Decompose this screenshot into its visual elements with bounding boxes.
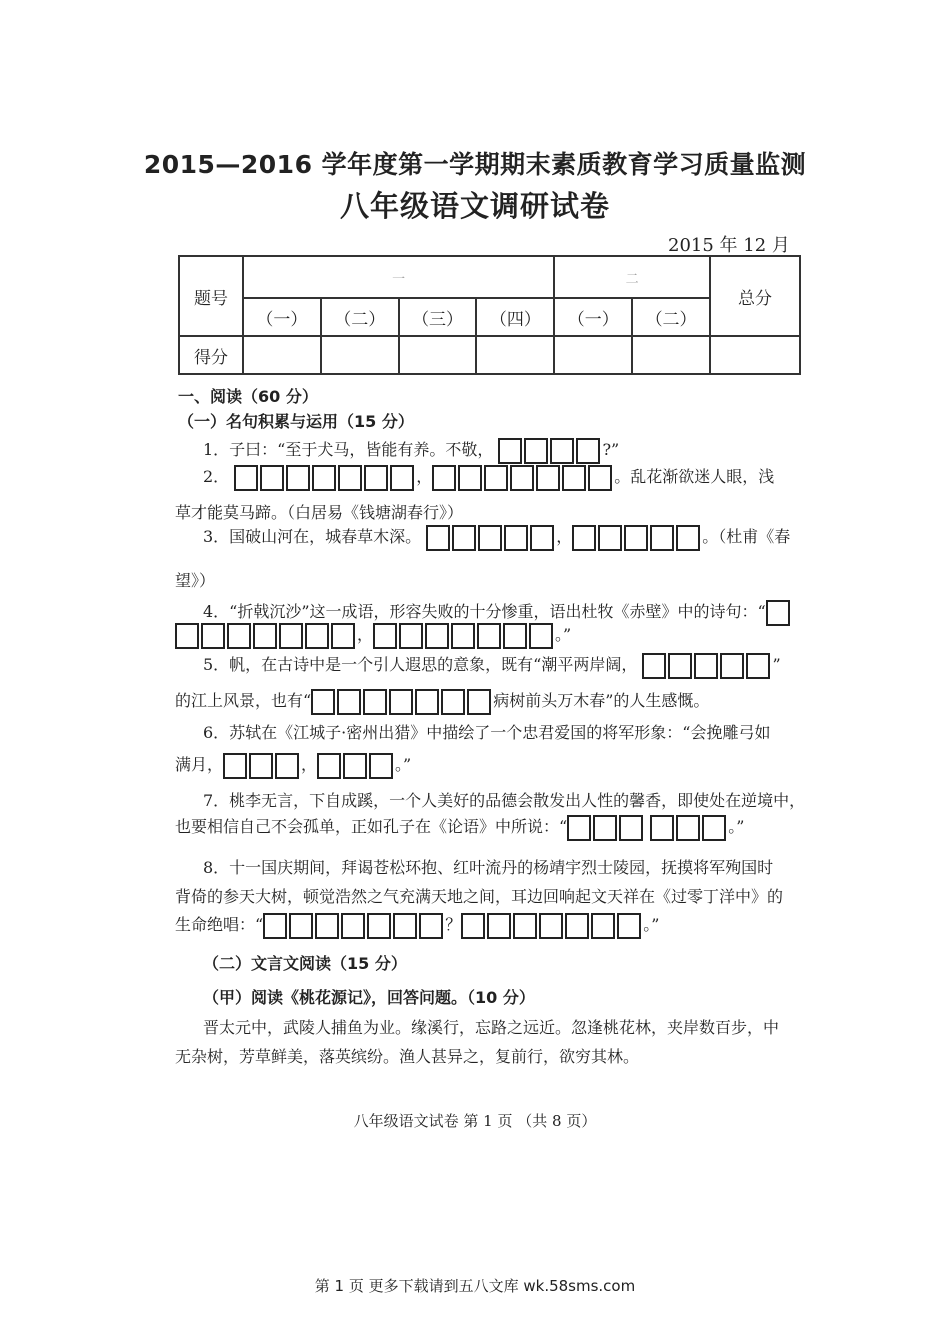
- answer-box: [504, 525, 528, 551]
- answer-boxes: [461, 915, 643, 934]
- answer-box: [598, 525, 622, 551]
- answer-box: [369, 753, 393, 779]
- answer-box: [484, 465, 508, 491]
- question-5-line2: 的江上风景，也有“ 病树前头万木春”的人生感慨。: [175, 688, 709, 715]
- answer-box: [373, 623, 397, 649]
- answer-box: [576, 438, 600, 464]
- question-8: 8．十一国庆期间，拜谒苍松环抱、红叶流丹的杨靖宇烈士陵园，抚摸将军殉国时: [203, 858, 774, 877]
- answer-box: [650, 815, 674, 841]
- answer-boxes: [263, 915, 445, 934]
- answer-box: [650, 525, 674, 551]
- answer-box: [458, 465, 482, 491]
- answer-boxes: [572, 527, 702, 546]
- score-table: [178, 255, 801, 375]
- answer-box: [227, 623, 251, 649]
- score-cell: [243, 336, 321, 374]
- answer-box: [676, 525, 700, 551]
- answer-box: [702, 815, 726, 841]
- answer-box: [498, 438, 522, 464]
- exam-title-line1: 2015—2016 学年度第一学期期末素质教育学习质量监测: [143, 150, 807, 179]
- question-2: 2． ， 。乱花渐欲迷人眼，浅: [203, 464, 774, 491]
- subheader: （二）: [632, 298, 710, 336]
- answer-box: [337, 689, 361, 715]
- answer-box: [539, 913, 563, 939]
- answer-box: [513, 913, 537, 939]
- answer-box: [311, 689, 335, 715]
- answer-box: [591, 913, 615, 939]
- exam-date: 2015 年 12 月: [668, 235, 790, 256]
- answer-box: [201, 623, 225, 649]
- answer-box: [550, 438, 574, 464]
- answer-box: [367, 913, 391, 939]
- score-cell: [632, 336, 710, 374]
- group-header-1: 一: [243, 256, 554, 298]
- answer-box: [746, 653, 770, 679]
- subheader: （二）: [321, 298, 399, 336]
- answer-box: [260, 465, 284, 491]
- answer-box: [572, 525, 596, 551]
- answer-box: [253, 623, 277, 649]
- answer-box: [619, 815, 643, 841]
- question-4: 4．“折戟沉沙”这一成语，形容失败的十分惨重，语出杜牧《赤壁》中的诗句：“: [203, 599, 792, 626]
- question-1: 1．子曰：“至于犬马，皆能有养。不敬， ?”: [203, 437, 619, 464]
- score-cell: [554, 336, 632, 374]
- answer-box: [562, 465, 586, 491]
- answer-box: [331, 623, 355, 649]
- answer-boxes: [311, 691, 493, 710]
- row-label-score: 得分: [179, 336, 243, 374]
- answer-box: [567, 815, 591, 841]
- answer-box: [529, 623, 553, 649]
- answer-boxes: [567, 817, 645, 836]
- question-7: 7．桃李无言，下自成蹊，一个人美好的品德会散发出人性的馨香，即使处在逆境中，: [203, 791, 806, 810]
- answer-box: [415, 689, 439, 715]
- answer-box: [642, 653, 666, 679]
- answer-boxes: [498, 440, 602, 459]
- answer-box: [720, 653, 744, 679]
- score-cell: [321, 336, 399, 374]
- answer-box: [317, 753, 341, 779]
- answer-box: [249, 753, 273, 779]
- answer-box: [343, 753, 367, 779]
- group-header-2: 二: [554, 256, 710, 298]
- answer-boxes: [317, 755, 395, 774]
- answer-box: [487, 913, 511, 939]
- answer-box: [588, 465, 612, 491]
- answer-box: [399, 623, 423, 649]
- answer-box: [338, 465, 362, 491]
- answer-box: [312, 465, 336, 491]
- question-6-line2: 满月， ， 。”: [175, 752, 411, 779]
- answer-box: [419, 913, 443, 939]
- answer-box: [223, 753, 247, 779]
- answer-boxes: [373, 625, 555, 644]
- answer-box: [390, 465, 414, 491]
- answer-box: [175, 623, 199, 649]
- answer-boxes: [642, 655, 772, 674]
- answer-box: [425, 623, 449, 649]
- answer-box: [393, 913, 417, 939]
- score-cell: [476, 336, 554, 374]
- score-cell: [399, 336, 477, 374]
- answer-box: [289, 913, 313, 939]
- answer-box: [624, 525, 648, 551]
- question-4-line2: ， 。”: [175, 622, 571, 649]
- question-6: 6．苏轼在《江城子·密州出猎》中描绘了一个忠君爱国的将军形象：“会挽雕弓如: [203, 723, 771, 742]
- subheader: （一）: [243, 298, 321, 336]
- subsection-heading-quotes: （一）名句积累与运用（15 分）: [178, 412, 414, 431]
- answer-box: [676, 815, 700, 841]
- answer-box: [364, 465, 388, 491]
- answer-box: [286, 465, 310, 491]
- question-3-line2: 望》）: [175, 571, 216, 590]
- passage-line-1: 晋太元中，武陵人捕鱼为业。缘溪行，忘路之远近。忽逢桃花林，夹岸数百步，中: [203, 1018, 780, 1037]
- answer-box: [275, 753, 299, 779]
- answer-box: [530, 525, 554, 551]
- answer-box: [503, 623, 527, 649]
- question-2-line2: 草才能莫马蹄。（白居易《钱塘湖春行》）: [175, 503, 464, 522]
- score-cell-total: [710, 336, 800, 374]
- subsection-heading-classical: （二）文言文阅读（15 分）: [203, 954, 407, 973]
- answer-box: [389, 689, 413, 715]
- answer-box: [524, 438, 548, 464]
- answer-box: [279, 623, 303, 649]
- answer-box: [536, 465, 560, 491]
- answer-box: [694, 653, 718, 679]
- answer-boxes: [175, 625, 357, 644]
- answer-box: [593, 815, 617, 841]
- answer-box: [341, 913, 365, 939]
- answer-box: [234, 465, 258, 491]
- total-header: 总分: [710, 256, 800, 336]
- answer-box: [766, 600, 790, 626]
- site-footer-note: 第 1 页 更多下载请到五八文库 wk.58sms.com: [314, 1277, 636, 1295]
- subheader: （三）: [399, 298, 477, 336]
- subheader: （一）: [554, 298, 632, 336]
- answer-box: [441, 689, 465, 715]
- answer-box: [432, 465, 456, 491]
- exam-title-line2: 八年级语文调研试卷: [339, 189, 610, 223]
- question-5: 5．帆，在古诗中是一个引人遐思的意象，既有“潮平两岸阔， ”: [203, 652, 781, 679]
- answer-boxes: [426, 527, 556, 546]
- answer-box: [477, 623, 501, 649]
- page-number-label: 八年级语文试卷 第 1 页 （共 8 页）: [353, 1112, 597, 1130]
- answer-box: [451, 623, 475, 649]
- question-8-line2: 背倚的参天大树，顿觉浩然之气充满天地之间，耳边回响起文天祥在《过零丁洋中》的: [175, 887, 784, 906]
- question-3: 3．国破山河在，城春草木深。 ， 。（杜甫《春: [203, 524, 790, 551]
- section-heading-reading: 一、阅读（60 分）: [178, 387, 318, 406]
- answer-box: [478, 525, 502, 551]
- answer-box: [363, 689, 387, 715]
- answer-box: [565, 913, 589, 939]
- answer-box: [263, 913, 287, 939]
- subheader: （四）: [476, 298, 554, 336]
- answer-boxes: [650, 817, 728, 836]
- answer-box: [668, 653, 692, 679]
- answer-boxes: [234, 467, 416, 486]
- answer-boxes: [432, 467, 614, 486]
- subsection-heading-taohuayuan: （甲）阅读《桃花源记》，回答问题。（10 分）: [203, 988, 535, 1007]
- answer-box: [305, 623, 329, 649]
- answer-box: [461, 913, 485, 939]
- row-label-question: 题号: [179, 256, 243, 336]
- passage-line-2: 无杂树，芳草鲜美，落英缤纷。渔人甚异之，复前行，欲穷其林。: [175, 1047, 640, 1066]
- answer-box: [467, 689, 491, 715]
- answer-box: [510, 465, 534, 491]
- answer-box: [426, 525, 450, 551]
- question-8-line3: 生命绝唱：“ ？ 。”: [175, 912, 659, 939]
- answer-box: [617, 913, 641, 939]
- answer-box: [452, 525, 476, 551]
- answer-box: [315, 913, 339, 939]
- answer-boxes: [223, 755, 301, 774]
- question-7-line2: 也要相信自己不会孤单，正如孔子在《论语》中所说：“ 。”: [175, 814, 744, 841]
